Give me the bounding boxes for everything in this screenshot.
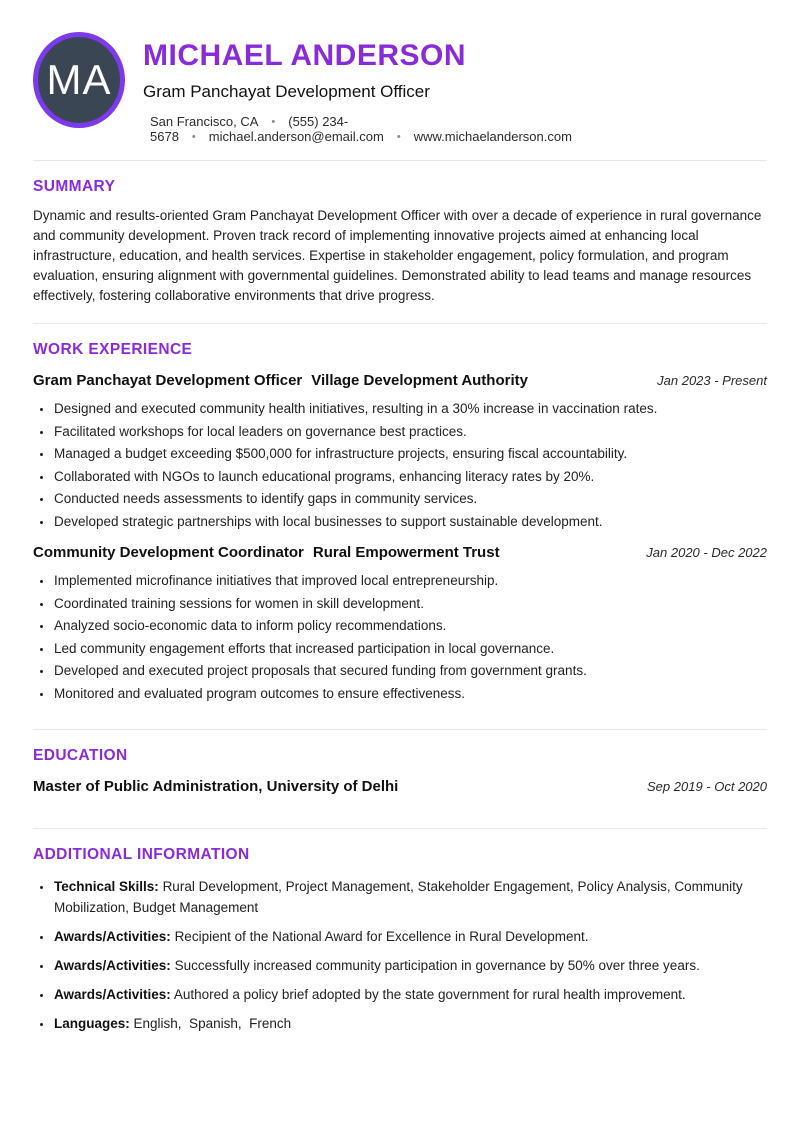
bullet-item: • Implemented microfinance initiatives that improved local entrepreneurship. bbox=[53, 571, 767, 591]
summary-section bbox=[33, 178, 767, 306]
section-heading-additional: ADDITIONAL INFORMATION bbox=[33, 846, 250, 863]
company-name: Village Development Authority bbox=[311, 372, 528, 389]
bullet-item: • Managed a budget exceeding $500,000 for infrastructure projects, ensuring fiscal accountability. bbox=[53, 444, 767, 464]
dot-separator-icon: • bbox=[191, 131, 196, 143]
company-name: Rural Empowerment Trust bbox=[312, 544, 500, 561]
phone-text: (555) 234-5678 bbox=[150, 114, 349, 144]
avatar bbox=[33, 32, 125, 128]
item-text: Rural Development, Project Management, Stakeholder Engagement, Policy Analysis, Community Mobilization, Budget Management bbox=[54, 879, 747, 915]
job-header-row bbox=[33, 372, 767, 390]
item-label: Awards/Activities: bbox=[54, 958, 171, 973]
bullet-item: • Developed strategic partnerships with local businesses to support sustainable development. bbox=[53, 512, 767, 532]
bullet-item: • Analyzed socio-economic data to inform policy recommendations. bbox=[53, 616, 767, 636]
item-label: Technical Skills: bbox=[54, 879, 159, 894]
avatar-initials: MA bbox=[46, 56, 112, 103]
divider bbox=[33, 323, 767, 324]
divider bbox=[33, 828, 767, 829]
job-entry bbox=[33, 372, 767, 531]
item-text: Authored a policy brief adopted by the state government for rural health improvement. bbox=[173, 987, 686, 1002]
job-title: Community Development Coordinator bbox=[33, 544, 304, 561]
bullet-item: • Coordinated training sessions for women in skill development. bbox=[53, 594, 767, 614]
item-label: Awards/Activities: bbox=[54, 987, 171, 1002]
job-dates: Jan 2023 - Present bbox=[657, 373, 767, 388]
education-section bbox=[33, 747, 767, 795]
job-dates: Jan 2020 - Dec 2022 bbox=[646, 545, 767, 560]
item-text: Recipient of the National Award for Excellence in Rural Development. bbox=[174, 929, 589, 944]
item-text: English, Spanish, French bbox=[133, 1016, 292, 1031]
section-heading-education: EDUCATION bbox=[33, 747, 128, 764]
additional-item bbox=[53, 1013, 767, 1034]
name-heading: MICHAEL ANDERSON bbox=[143, 39, 467, 72]
additional-item bbox=[53, 876, 767, 918]
email-text: michael.anderson@email.com bbox=[208, 129, 384, 144]
job-title-group bbox=[33, 544, 500, 562]
profession-title: Gram Panchayat Development Officer bbox=[143, 82, 430, 101]
bullet-item: • Designed and executed community health initiatives, resulting in a 30% increase in vaccination rates. bbox=[53, 399, 767, 419]
bullet-item: • Monitored and evaluated program outcomes to ensure effectiveness. bbox=[53, 684, 767, 704]
job-bullet-list bbox=[33, 571, 767, 703]
bullet-item: • Led community engagement efforts that increased participation in local governance. bbox=[53, 639, 767, 659]
bullet-item: • Conducted needs assessments to identify gaps in community services. bbox=[53, 489, 767, 509]
job-bullet-list bbox=[33, 399, 767, 531]
contact-line bbox=[143, 114, 767, 144]
experience-section bbox=[33, 341, 767, 703]
item-label: Languages: bbox=[54, 1016, 130, 1031]
bullet-item: • Facilitated workshops for local leaders on governance best practices. bbox=[53, 422, 767, 442]
education-dates: Sep 2019 - Oct 2020 bbox=[647, 779, 767, 794]
job-header-row bbox=[33, 544, 767, 562]
section-heading-summary: SUMMARY bbox=[33, 178, 116, 195]
additional-list bbox=[33, 876, 767, 1034]
summary-text: Dynamic and results-oriented Gram Panchayat Development Officer with over a decade of experience in rural governance and community development. Proven track record of implementing innovative projects aimed at enhancing local infrastructure, education, and health services. Expertise in stakeholder engagement, policy formulation, and program evaluation, ensuring alignment with governmental guidelines. Demonstrated ability to lead teams and manage resources effectively, fostering collaborative environments that drive progress. bbox=[33, 208, 762, 303]
job-entry bbox=[33, 544, 767, 703]
education-row bbox=[33, 778, 767, 795]
bullet-item: • Developed and executed project proposals that secured funding from government grants. bbox=[53, 661, 767, 681]
additional-item bbox=[53, 926, 767, 947]
degree-title: Master of Public Administration, University of Delhi bbox=[33, 778, 399, 795]
additional-item bbox=[53, 984, 767, 1005]
item-text: Successfully increased community participation in governance by 50% over three years. bbox=[174, 958, 700, 973]
item-label: Awards/Activities: bbox=[54, 929, 171, 944]
job-title-group bbox=[33, 372, 528, 390]
divider bbox=[33, 729, 767, 730]
website-text: www.michaelanderson.com bbox=[413, 129, 572, 144]
bullet-item: • Collaborated with NGOs to launch educational programs, enhancing literacy rates by 20%. bbox=[53, 467, 767, 487]
additional-item bbox=[53, 955, 767, 976]
location-text: San Francisco, CA bbox=[150, 114, 259, 129]
dot-separator-icon: • bbox=[271, 116, 276, 128]
job-title: Gram Panchayat Development Officer bbox=[33, 372, 303, 389]
additional-section bbox=[33, 846, 767, 1034]
section-heading-experience: WORK EXPERIENCE bbox=[33, 341, 193, 358]
divider bbox=[33, 160, 767, 161]
dot-separator-icon: • bbox=[396, 131, 401, 143]
header-text bbox=[143, 32, 767, 144]
resume-header bbox=[33, 32, 767, 144]
